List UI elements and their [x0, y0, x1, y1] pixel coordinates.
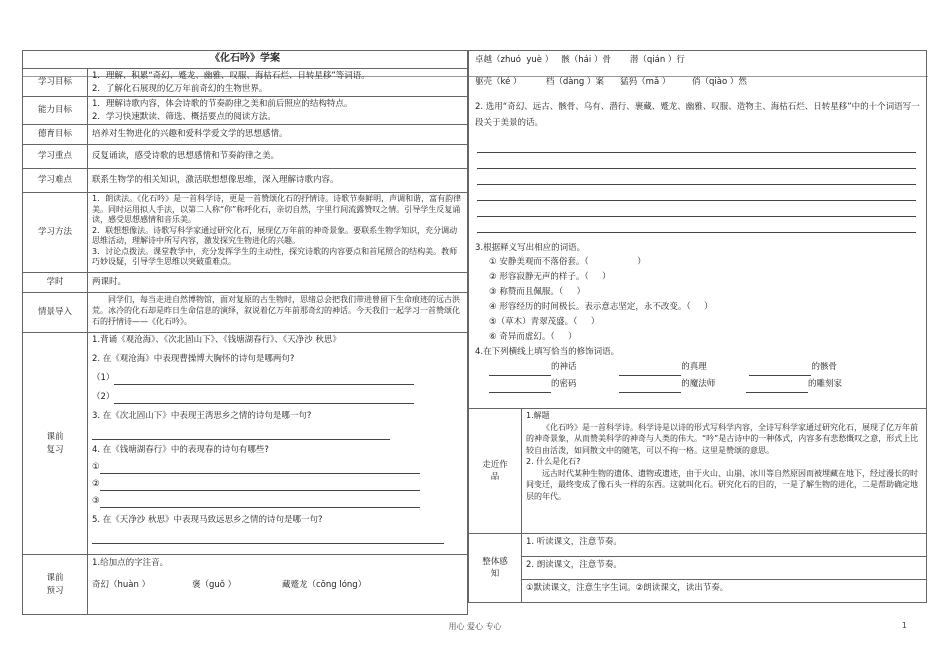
q4-phrase: 的魔法师	[681, 379, 716, 389]
pinyin-line: 躯壳（ké ） 档（dàng ）案 猛犸（mǎ ） 俏（qiào ）然	[475, 77, 747, 87]
approach-content	[522, 409, 927, 534]
preview-label-text: 课前预习	[46, 573, 64, 596]
method-line: 2．联想想像法。诗歌写科学家通过研究化石，展现亿万年前的神奇景象。要联系生物学知识，充分调动思维活动，理解诗中所写内容，激发探究生物进化的兴趣。	[92, 225, 458, 245]
review-q2-answer-2	[92, 391, 463, 404]
writing-line[interactable]	[477, 217, 916, 233]
q3-items	[475, 255, 920, 345]
review-q5-answer	[92, 531, 463, 544]
review-q5: 5. 在《天净沙 秋思》中表现马致远思乡之情的诗句是哪一句?	[92, 515, 323, 525]
answer-blank[interactable]	[100, 498, 420, 508]
pinyin-line: 卓越（zhuó yuè ） 骸（hái ）骨 潜（qián ）行	[475, 55, 685, 65]
fill-blank[interactable]	[749, 366, 811, 376]
exercise-q2: 2. 选用“奇幻、远古、骸骨、乌有、潜行、裹藏、蹙龙、幽雅、叹服、造物主、海枯石烂、日转星移”中的十个词语写一段关于美景的话。	[475, 102, 920, 128]
approach-heading: 1.解题	[526, 411, 550, 420]
intro-content	[88, 293, 468, 333]
label-moral: 德育目标	[23, 125, 88, 145]
feel-item: 1. 听读课文，注意节奏。	[522, 534, 926, 557]
writing-lines[interactable]	[475, 137, 920, 233]
approach-paragraph: 《化石吟》是一首科学诗。科学诗是以诗的形式写科学内容，全诗写科学家通过研究化石，展现了亿万年前的神奇景象，从而赞美科学的神奇与人类的伟大。“吟”是古诗中的一种体式，内容多有悲愁慨叹之意，形式上比较自由活泼，如同散文中的随笔，可以不拘一格。这里是赞颂的意思。	[526, 422, 919, 455]
review-q3-answer	[92, 427, 463, 440]
method-line: 3．讨论点拨法。课堂教学中，充分发挥学生的主动性，探究诗歌的内容要点和首尾照合的结构美。教师巧妙设疑，引导学生思维以突破重难点。	[92, 246, 458, 266]
answer-label: ①	[92, 462, 100, 472]
q4-phrase: 的真理	[681, 362, 707, 372]
q4-phrase: 的雕刻家	[807, 379, 842, 389]
ability-line: 1．理解诗歌内容，体会诗歌的节奏韵律之美和前后照应的结构特点。	[92, 99, 353, 109]
feel-item: ①默读课文，注意生字生词。②朗读课文，读出节奏。	[526, 583, 729, 593]
answer-blank[interactable]	[114, 394, 414, 404]
ability-content	[88, 97, 468, 125]
label-goals: 学习目标	[23, 69, 88, 97]
approach-paragraph: 远古时代某种生物的遗体、遗物或遗迹，由于火山、山崩、冰川等自然原因而被埋藏在地下，经过漫长的时间变迁，最终变成了像石头一样的东西。这就叫化石。研究化石的目的，一是了解生物的进化，二是帮助确定地层的年代。	[526, 468, 918, 501]
feel-item: 2. 朗读课文，注意节奏。	[522, 557, 926, 580]
page-footer: 用心 爱心 专心	[448, 622, 502, 631]
goals-content	[88, 69, 468, 97]
answer-blank[interactable]	[100, 481, 420, 491]
q3-item: ⑥ 奇异而虚幻。（ ）	[489, 332, 577, 342]
approach-heading: 2. 什么是化石?	[526, 457, 581, 466]
goals-line: 2．了解化石展现的亿万年前奇幻的生物世界。	[92, 83, 268, 94]
feel-content	[522, 534, 927, 603]
q4-items	[475, 359, 920, 393]
preview-item: 奇幻（huàn ）	[92, 580, 151, 590]
preview-item: 褒（guǒ ）	[192, 580, 237, 590]
review-content	[88, 333, 468, 555]
review-label-text: 课前复习	[46, 432, 64, 455]
label-feel	[469, 534, 522, 603]
preview-item: 藏蹙龙（cōng lóng）	[282, 580, 367, 590]
q4-phrase: 的神话	[551, 362, 577, 372]
writing-line[interactable]	[477, 153, 916, 169]
review-q1: 1.背诵《观沧海》、《次北固山下》、《钱塘湖春行》、《天净沙 秋思》	[92, 335, 341, 345]
method-line: 1．朗读法。《化石吟》是一首科学诗，更是一首赞颂化石的抒情诗。诗歌节奏鲜明，声调和谐，富有韵律美。同时运用拟人手法，以第二人称“你”称呼化石，亲切自然，字里行间流露赞叹之情。引导学生反复诵读，感受思想感情和音乐美。	[92, 194, 462, 224]
answer-label: ③	[92, 496, 100, 506]
period-content: 两课时。	[88, 273, 468, 293]
label-preview	[23, 555, 88, 615]
exercise-q3: 3.根据释义写出相应的词语。	[475, 243, 586, 253]
q3-item: ① 安静美观而不落俗套。（ ）	[489, 257, 646, 267]
review-q4-answer-1	[92, 461, 463, 474]
label-intro: 情景导入	[23, 293, 88, 333]
review-q4-answer-3	[92, 495, 463, 508]
fill-blank[interactable]	[619, 383, 681, 393]
answer-blank[interactable]	[100, 464, 420, 474]
preview-items	[92, 578, 463, 592]
answer-label: （1）	[92, 373, 115, 383]
fill-blank[interactable]	[489, 366, 551, 376]
label-ability: 能力目标	[23, 97, 88, 125]
q3-item: ③ 称赞而且佩服。（ ）	[489, 287, 586, 297]
approach-label-text: 走近作品	[482, 459, 508, 482]
feel-label-text: 整体感知	[482, 556, 508, 579]
review-q3: 3. 在《次北固山下》中表现王湾思乡之情的诗句是哪一句?	[92, 411, 312, 421]
page-number: 1	[901, 621, 907, 630]
q4-row	[489, 359, 920, 376]
q4-row	[489, 376, 920, 393]
preview-q1: 1.给加点的字注音。	[92, 558, 169, 568]
label-method: 学习方法	[23, 193, 88, 273]
right-table	[468, 50, 927, 603]
q3-item: ④ 形容经历的时间极长。表示意志坚定，永不改变。（ ）	[489, 302, 713, 312]
writing-line[interactable]	[477, 169, 916, 185]
left-table	[22, 50, 468, 615]
intro-paragraph: 同学们，每当走进自然博物馆，面对复原的古生物时，思绪总会把我们带进曾留下生命痕迹的远古洪荒。冰冷的化石却是昨日生命信息的演绎，叙说着亿万年前那奇幻的神话。今天我们一起学习一首赞颂化石的抒情诗——《化石吟》。	[92, 295, 460, 326]
answer-blank[interactable]	[114, 375, 414, 385]
fill-blank[interactable]	[746, 383, 808, 393]
ability-line: 2．学习快速默读、筛选、概括要点的阅读方法。	[92, 111, 276, 122]
label-difficulty: 学习难点	[23, 169, 88, 193]
goals-line: 1．理解、积累“奇幻、蹙龙、幽雅、叹服、海枯石烂、日转星移”等词语。	[92, 71, 370, 81]
method-content	[88, 193, 468, 273]
difficulty-content: 联系生物学的相关知识，激活联想想像思维，深入理解诗歌内容。	[88, 169, 468, 193]
q4-phrase: 的密码	[551, 379, 577, 389]
label-review	[23, 333, 88, 555]
writing-line[interactable]	[477, 137, 916, 153]
moral-content: 培养对生物进化的兴趣和爱科学爱文学的思想感情。	[88, 125, 468, 145]
keypoint-content: 反复诵读，感受诗歌的思想感情和节奏韵律之美。	[88, 145, 468, 169]
writing-line[interactable]	[477, 201, 916, 217]
review-q4-answer-2	[92, 478, 463, 491]
q3-item: ⑤（草木）青翠茂盛。（ ）	[489, 317, 600, 327]
review-q2: 2. 在《观沧海》中表现曹操博大胸怀的诗句是哪两句?	[92, 354, 295, 364]
label-period: 学时	[23, 273, 88, 293]
label-keypoint: 学习重点	[23, 145, 88, 169]
label-approach	[469, 409, 522, 534]
fill-blank[interactable]	[489, 383, 551, 393]
answer-blank[interactable]	[92, 430, 390, 440]
answer-label: ②	[92, 479, 100, 489]
review-q4: 4. 在《钱塘湖春行》中的表现春的诗句有哪些?	[92, 445, 269, 455]
writing-line[interactable]	[477, 185, 916, 201]
worksheet	[22, 50, 927, 637]
q3-item: ② 形容寂静无声的样子。（ ）	[489, 272, 611, 282]
review-q2-answer-1	[92, 372, 463, 385]
page-title: 《化石吟》学案	[23, 51, 468, 69]
fill-blank[interactable]	[619, 366, 681, 376]
exercise-q4: 4.在下列横线上填写恰当的修饰词语。	[475, 347, 620, 357]
answer-label: （2）	[92, 392, 115, 402]
answer-blank[interactable]	[92, 534, 444, 544]
q4-phrase: 的骸骨	[811, 362, 837, 372]
preview-content	[88, 555, 468, 615]
exercise-area	[469, 51, 927, 409]
